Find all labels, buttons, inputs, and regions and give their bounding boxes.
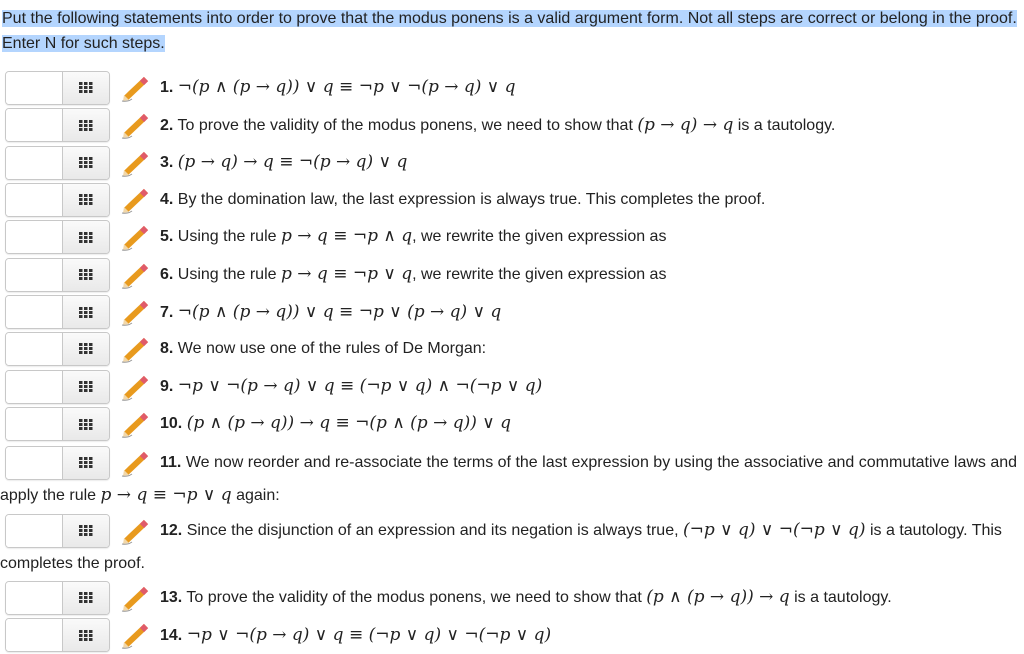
step-row [0, 144, 1024, 182]
step-number: 3. [160, 154, 174, 172]
keypad-button[interactable] [63, 72, 109, 104]
keypad-button[interactable] [63, 333, 109, 365]
statement-segment: again: [231, 486, 280, 504]
answer-control [5, 581, 110, 615]
math-expression: (p ∧ (p → q)) → q [646, 586, 790, 607]
grid-icon [79, 419, 93, 430]
grid-icon [79, 269, 93, 280]
pencil-icon [120, 410, 150, 438]
pencil-icon [120, 223, 150, 251]
math-expression: p → q ≡ ¬p ∧ q [280, 226, 413, 247]
math-expression: (p ∧ (p → q)) → q ≡ ¬(p ∧ (p → q)) ∨ q [186, 413, 512, 434]
keypad-button[interactable] [63, 109, 109, 141]
step-number: 14. [160, 626, 183, 644]
pencil-icon [120, 517, 150, 545]
order-input[interactable] [6, 147, 63, 179]
statement-text [160, 375, 543, 396]
step-row [0, 69, 1024, 107]
statement-text [160, 263, 667, 284]
step-row [0, 579, 1024, 617]
grid-icon [79, 120, 93, 131]
statement-text [160, 340, 486, 357]
grid-icon [79, 592, 93, 603]
pencil-icon [120, 186, 150, 214]
answer-control [5, 407, 110, 441]
step-number: 2. [160, 116, 174, 134]
keypad-button[interactable] [63, 447, 109, 479]
step-row [0, 294, 1024, 332]
math-expression: (p → q) → q [637, 114, 734, 135]
keypad-button[interactable] [63, 582, 109, 614]
statement-segment: , we rewrite the given expression as [412, 228, 667, 246]
pencil-icon [120, 149, 150, 177]
order-input[interactable] [6, 72, 63, 104]
step-number: 10. [160, 415, 183, 433]
keypad-button[interactable] [63, 515, 109, 547]
keypad-button[interactable] [63, 296, 109, 328]
step-row [0, 182, 1024, 219]
order-input[interactable] [6, 515, 63, 547]
math-expression: p → q ≡ ¬p ∨ q [100, 484, 232, 505]
question-prompt [0, 0, 1024, 56]
math-expression: (p → q) → q ≡ ¬(p → q) ∨ q [177, 152, 408, 173]
keypad-button[interactable] [63, 184, 109, 216]
answer-control [5, 370, 110, 404]
order-input[interactable] [6, 447, 63, 479]
statement-segment: Using the rule [177, 265, 281, 283]
statement-segment: is a tautology. [789, 588, 892, 606]
step-number: 1. [160, 79, 174, 96]
statement-text [160, 301, 502, 322]
answer-control [5, 183, 110, 217]
step-row [0, 218, 1024, 256]
grid-icon [79, 307, 93, 318]
prompt-text: Put the following statements into order to prove that the modus ponens is a valid argument form. Not all steps are correct or belong in the proof. Enter N for such steps. [2, 10, 1017, 52]
answer-control [5, 618, 110, 652]
statement-text [0, 454, 1017, 504]
keypad-button[interactable] [63, 371, 109, 403]
statement-text [160, 415, 511, 432]
order-input[interactable] [6, 582, 63, 614]
math-expression: p → q ≡ ¬p ∨ q [280, 263, 413, 284]
step-number: 12. [160, 522, 183, 540]
order-input[interactable] [6, 371, 63, 403]
answer-control [5, 295, 110, 329]
keypad-button[interactable] [63, 147, 109, 179]
answer-control [5, 71, 110, 105]
statement-segment: , we rewrite the given expression as [412, 265, 667, 283]
order-input[interactable] [6, 259, 63, 291]
grid-icon [79, 82, 93, 93]
pencil-icon [120, 621, 150, 649]
step-row [0, 405, 1024, 443]
keypad-button[interactable] [63, 259, 109, 291]
step-number: 8. [160, 340, 174, 358]
answer-control [5, 220, 110, 254]
answer-control [5, 332, 110, 366]
statement-segment: To prove the validity of the modus ponens, we need to show that [186, 588, 647, 606]
pencil-icon [120, 449, 150, 477]
answer-control [5, 514, 110, 548]
step-number: 6. [160, 265, 174, 283]
grid-icon [79, 232, 93, 243]
step-row [0, 331, 1024, 368]
step-row [0, 107, 1024, 145]
keypad-button[interactable] [63, 619, 109, 651]
keypad-button[interactable] [63, 221, 109, 253]
math-expression: ¬(p ∧ (p → q)) ∨ q ≡ ¬p ∨ ¬(p → q) ∨ q [177, 77, 516, 97]
step-row [0, 511, 1024, 579]
order-input[interactable] [6, 333, 63, 365]
statement-text [160, 586, 892, 607]
statement-segment: Since the disjunction of an expression and its negation is always true, [186, 522, 683, 540]
pencil-icon [120, 298, 150, 326]
order-input[interactable] [6, 296, 63, 328]
statement-text [160, 624, 552, 645]
statement-text [160, 191, 765, 208]
statement-text [0, 522, 1002, 572]
step-number: 11. [160, 454, 182, 472]
grid-icon [79, 194, 93, 205]
answer-control [5, 446, 110, 480]
step-number: 9. [160, 377, 174, 395]
statement-segment: is a tautology. This completes the proof. [0, 522, 1002, 572]
grid-icon [79, 630, 93, 641]
pencil-icon [120, 584, 150, 612]
keypad-button[interactable] [63, 408, 109, 440]
step-number: 13. [160, 588, 183, 606]
math-expression: ¬p ∨ ¬(p → q) ∨ q ≡ (¬p ∨ q) ∨ ¬(¬p ∨ q) [186, 624, 552, 645]
step-row [0, 256, 1024, 294]
pencil-icon [120, 261, 150, 289]
statement-segment: We now reorder and re-associate the terms of the last expression by using the associative and commutative laws and apply the rule [0, 454, 1018, 504]
answer-control [5, 108, 110, 142]
statement-segment: is a tautology. [733, 116, 836, 134]
answer-control [5, 146, 110, 180]
grid-icon [79, 525, 93, 536]
order-input[interactable] [6, 221, 63, 253]
step-row [0, 443, 1024, 511]
step-number: 5. [160, 228, 174, 246]
statement-text [160, 154, 407, 171]
pencil-icon [120, 74, 150, 102]
statement-text [160, 114, 836, 135]
answer-control [5, 258, 110, 292]
step-list [0, 69, 1024, 654]
grid-icon [79, 343, 93, 354]
statement-segment: To prove the validity of the modus ponens, we need to show that [177, 116, 638, 134]
order-input[interactable] [6, 109, 63, 141]
order-input[interactable] [6, 619, 63, 651]
pencil-icon [120, 111, 150, 139]
pencil-icon [120, 335, 150, 363]
math-expression: ¬p ∨ ¬(p → q) ∨ q ≡ (¬p ∨ q) ∧ ¬(¬p ∨ q) [177, 375, 543, 396]
statement-segment: Using the rule [177, 228, 281, 246]
step-number: 7. [160, 303, 174, 321]
grid-icon [79, 381, 93, 392]
grid-icon [79, 157, 93, 168]
statement-segment: By the domination law, the last expression is always true. This completes the proof. [177, 190, 766, 208]
step-row [0, 368, 1024, 406]
pencil-icon [120, 373, 150, 401]
math-expression: (¬p ∨ q) ∨ ¬(¬p ∨ q) [683, 520, 866, 541]
grid-icon [79, 457, 93, 468]
math-expression: ¬(p ∧ (p → q)) ∨ q ≡ ¬p ∨ (p → q) ∨ q [177, 301, 502, 322]
step-row [0, 617, 1024, 654]
statement-segment: We now use one of the rules of De Morgan: [177, 340, 487, 358]
order-input[interactable] [6, 408, 63, 440]
statement-text [160, 228, 666, 245]
order-input[interactable] [6, 184, 63, 216]
step-number: 4. [160, 190, 174, 208]
statement-text [160, 79, 516, 96]
